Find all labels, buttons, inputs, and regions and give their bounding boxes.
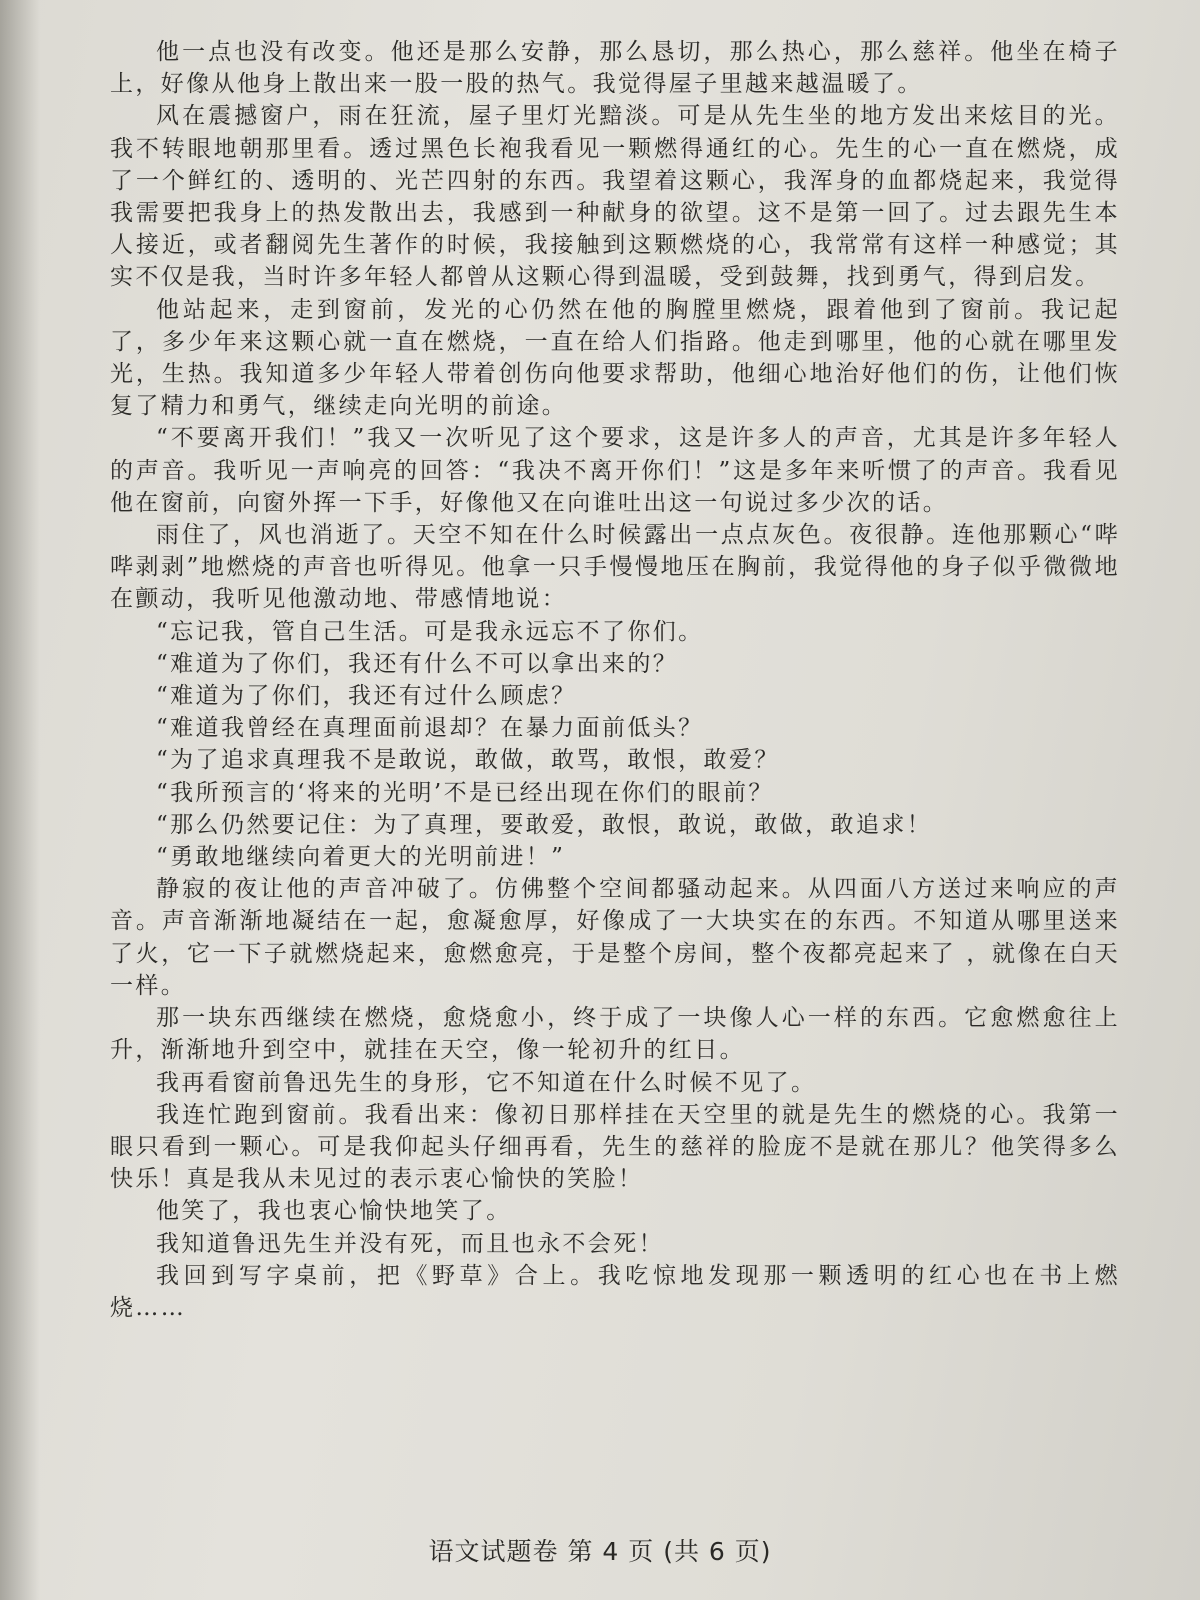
speech-line-7: “那么仍然要记住：为了真理，要敢爱，敢恨，敢说，敢做，敢追求！	[156, 811, 933, 838]
speech-line-3: “难道为了你们，我还有过什么顾虑？	[156, 683, 577, 710]
page-footer: 语文试题卷 第 4 页 (共 6 页)	[428, 1537, 772, 1566]
closing-paragraph-6: 我知道鲁迅先生并没有死，而且也永不会死！	[156, 1230, 664, 1257]
paragraph-1: 他一点也没有改变。他还是那么安静，那么恳切，那么热心，那么慈祥。他坐在椅子上，好像从他身上散出来一股一股的热气。我觉得屋子里越来越温暖了。	[110, 39, 1120, 98]
closing-paragraph-4: 我连忙跑到窗前。我看出来：像初日那样挂在天空里的就是先生的燃烧的心。我第一眼只看到一颗心。可是我仰起头仔细再看，先生的慈祥的脸庞不是就在那儿？他笑得多么快乐！真是我从未见过的表示衷心愉快的笑脸！	[110, 1101, 1120, 1193]
closing-paragraph-3: 我再看窗前鲁迅先生的身形，它不知道在什么时候不见了。	[156, 1069, 817, 1096]
speech-line-4: “难道我曾经在真理面前退却？在暴力面前低头？	[156, 715, 704, 742]
closing-paragraph-7: 我回到写字桌前，把《野草》合上。我吃惊地发现那一颗透明的红心也在书上燃烧……	[110, 1262, 1120, 1321]
speech-line-1: “忘记我，管自己生活。可是我永远忘不了你们。	[156, 618, 704, 645]
page-edge-shadow	[0, 0, 40, 1600]
speech-line-6: “我所预言的‘将来的光明’不是已经出现在你们的眼前？	[156, 779, 774, 806]
speech-line-8: “勇敢地继续向着更大的光明前进！”	[156, 844, 566, 871]
closing-paragraph-1: 静寂的夜让他的声音冲破了。仿佛整个空间都骚动起来。从四面八方送过来响应的声音。声音渐渐地凝结在一起，愈凝愈厚，好像成了一大块实在的东西。不知道从哪里送来了火，它一下子就燃烧起来，愈燃愈亮，于是整个房间，整个夜都亮起来了 ，就像在白天一样。	[110, 876, 1120, 999]
paragraph-4: “不要离开我们！”我又一次听见了这个要求，这是许多人的声音，尤其是许多年轻人的声音。我听见一声响亮的回答：“我决不离开你们！”这是多年来听惯了的声音。我看见他在窗前，向窗外挥一下手，好像他又在向谁吐出这一句说过多少次的话。	[110, 425, 1120, 516]
closing-paragraph-5: 他笑了，我也衷心愉快地笑了。	[156, 1198, 512, 1225]
speech-line-2: “难道为了你们，我还有什么不可以拿出来的？	[156, 650, 679, 677]
paragraph-2: 风在震撼窗户，雨在狂流，屋子里灯光黯淡。可是从先生坐的地方发出来炫目的光。我不转眼地朝那里看。透过黑色长袍我看见一颗燃得通红的心。先生的心一直在燃烧，成了一个鲜红的、透明的、光芒四射的东西。我望着这颗心，我浑身的血都烧起来，我觉得我需要把我身上的热发散出去，我感到一种献身的欲望。这不是第一回了。过去跟先生本人接近，或者翻阅先生著作的时候，我接触到这颗燃烧的心，我常常有这样一种感觉；其实不仅是我，当时许多年轻人都曾从这颗心得到温暖，受到鼓舞，找到勇气，得到启发。	[110, 103, 1120, 291]
paragraph-5: 雨住了，风也消逝了。天空不知在什么时候露出一点点灰色。夜很静。连他那颗心“哔哔剥剥”地燃烧的声音也听得见。他拿一只手慢慢地压在胸前，我觉得他的身子似乎微微地在颤动，我听见他激动地、带感情地说：	[110, 522, 1120, 613]
reading-passage	[110, 36, 1120, 1324]
closing-paragraph-2: 那一块东西继续在燃烧，愈烧愈小，终于成了一块像人心一样的东西。它愈燃愈往上升，渐渐地升到空中，就挂在天空，像一轮初升的红日。	[110, 1005, 1120, 1064]
paragraph-3: 他站起来，走到窗前，发光的心仍然在他的胸膛里燃烧，跟着他到了窗前。我记起了，多少年来这颗心就一直在燃烧，一直在给人们指路。他走到哪里，他的心就在哪里发光，生热。我知道多少年轻人带着创伤向他要求帮助，他细心地治好他们的伤，让他们恢复了精力和勇气，继续走向光明的前途。	[110, 296, 1120, 420]
speech-line-5: “为了追求真理我不是敢说，敢做，敢骂，敢恨，敢爱？	[156, 747, 780, 774]
